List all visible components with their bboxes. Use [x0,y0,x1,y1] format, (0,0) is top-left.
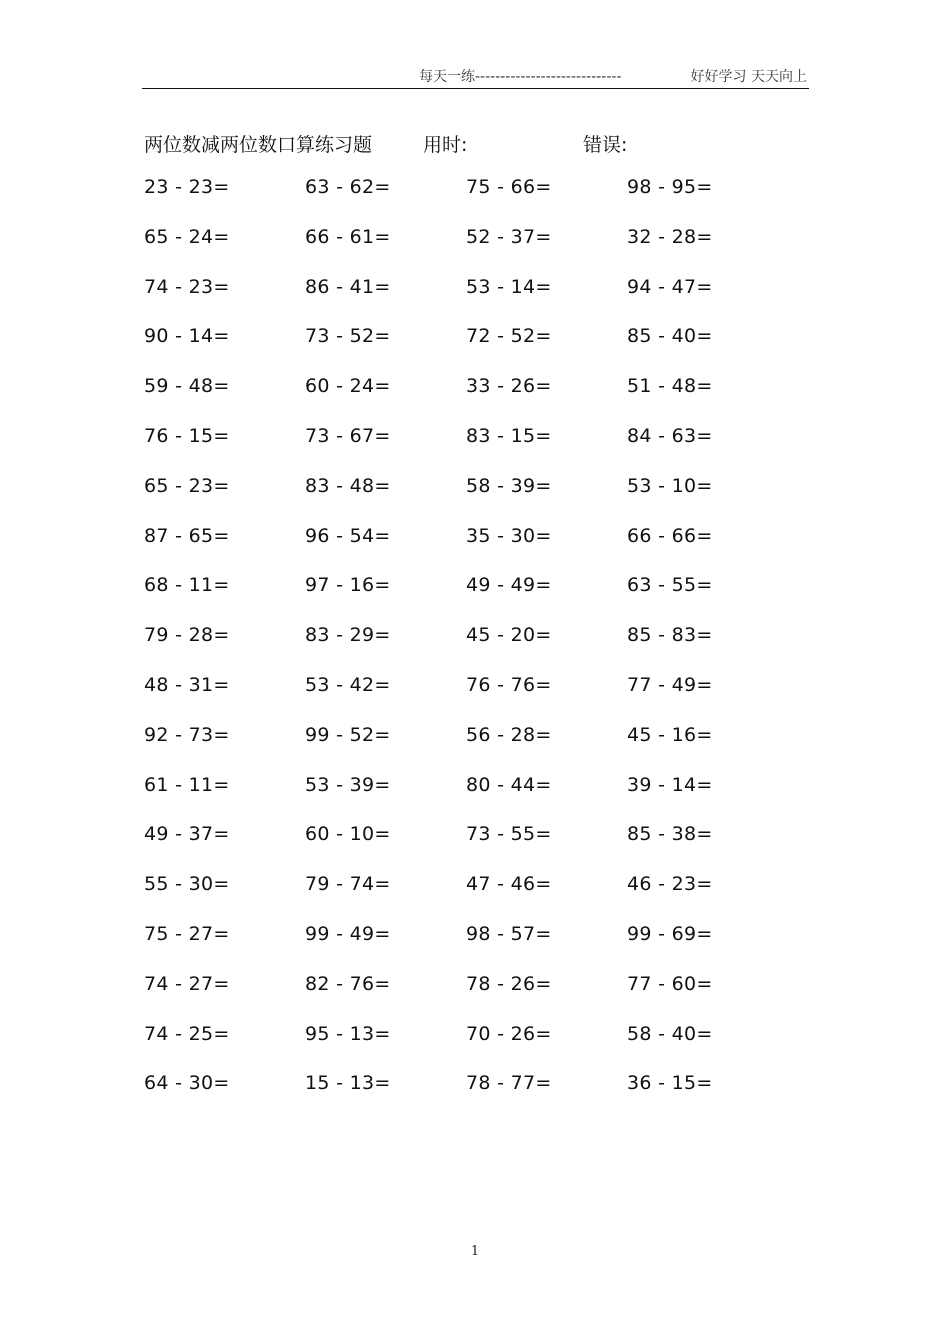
problem-row [144,276,794,326]
subtraction-problem: 60 - 10= [305,823,391,846]
subtraction-problem: 98 - 95= [627,176,713,198]
error-label: 错误: [583,134,628,156]
problem-row [144,973,794,1023]
subtraction-problem: 68 - 11= [144,574,230,597]
subtraction-problem: 56 - 28= [466,723,552,746]
subtraction-problem: 99 - 49= [305,922,391,945]
problem-row [144,774,794,824]
subtraction-problem: 55 - 30= [144,873,230,896]
subtraction-problem: 99 - 69= [627,922,713,945]
time-label: 用时: [423,134,468,156]
problem-row [144,176,794,226]
subtraction-problem: 47 - 46= [466,873,552,896]
subtraction-problem: 53 - 14= [466,275,552,298]
header-divider [142,88,809,89]
subtraction-problem: 85 - 38= [627,823,713,846]
subtraction-problem: 77 - 60= [627,972,713,995]
problem-row [144,475,794,525]
subtraction-problem: 78 - 77= [466,1072,552,1095]
page-header [142,64,809,88]
subtraction-problem: 48 - 31= [144,673,230,696]
subtraction-problem: 49 - 49= [466,574,552,597]
subtraction-problem: 58 - 40= [627,1022,713,1045]
subtraction-problem: 72 - 52= [466,325,552,348]
problem-row [144,375,794,425]
subtraction-problem: 58 - 39= [466,474,552,497]
problem-row [144,226,794,276]
worksheet-title: 两位数减两位数口算练习题 [144,134,373,156]
header-left-text: 每天一练----------------------------- [419,69,622,85]
problem-row [144,674,794,724]
problem-grid [144,176,794,1122]
subtraction-problem: 76 - 76= [466,673,552,696]
subtraction-problem: 53 - 10= [627,474,713,497]
subtraction-problem: 98 - 57= [466,922,552,945]
worksheet-title-row [0,128,950,158]
subtraction-problem: 64 - 30= [144,1072,230,1095]
subtraction-problem: 73 - 67= [305,424,391,447]
subtraction-problem: 53 - 39= [305,773,391,796]
problem-row [144,425,794,475]
subtraction-problem: 84 - 63= [627,424,713,447]
subtraction-problem: 23 - 23= [144,176,230,198]
subtraction-problem: 92 - 73= [144,723,230,746]
subtraction-problem: 73 - 55= [466,823,552,846]
subtraction-problem: 99 - 52= [305,723,391,746]
subtraction-problem: 74 - 23= [144,275,230,298]
subtraction-problem: 74 - 25= [144,1022,230,1045]
subtraction-problem: 36 - 15= [627,1072,713,1095]
subtraction-problem: 74 - 27= [144,972,230,995]
subtraction-problem: 63 - 55= [627,574,713,597]
subtraction-problem: 59 - 48= [144,375,230,398]
subtraction-problem: 33 - 26= [466,375,552,398]
problem-row [144,1023,794,1073]
problem-row [144,823,794,873]
subtraction-problem: 75 - 27= [144,922,230,945]
subtraction-problem: 65 - 23= [144,474,230,497]
subtraction-problem: 83 - 48= [305,474,391,497]
subtraction-problem: 96 - 54= [305,524,391,547]
subtraction-problem: 51 - 48= [627,375,713,398]
subtraction-problem: 73 - 52= [305,325,391,348]
subtraction-problem: 83 - 29= [305,624,391,647]
page-number: 1 [470,1244,480,1259]
subtraction-problem: 87 - 65= [144,524,230,547]
subtraction-problem: 79 - 28= [144,624,230,647]
problem-row [144,873,794,923]
subtraction-problem: 85 - 83= [627,624,713,647]
subtraction-problem: 63 - 62= [305,176,391,198]
subtraction-problem: 82 - 76= [305,972,391,995]
header-right-text: 好好学习 天天向上 [690,69,807,85]
subtraction-problem: 95 - 13= [305,1022,391,1045]
subtraction-problem: 60 - 24= [305,375,391,398]
subtraction-problem: 53 - 42= [305,673,391,696]
subtraction-problem: 76 - 15= [144,424,230,447]
subtraction-problem: 77 - 49= [627,673,713,696]
subtraction-problem: 49 - 37= [144,823,230,846]
subtraction-problem: 35 - 30= [466,524,552,547]
subtraction-problem: 15 - 13= [305,1072,391,1095]
subtraction-problem: 70 - 26= [466,1022,552,1045]
subtraction-problem: 66 - 61= [305,225,391,248]
subtraction-problem: 78 - 26= [466,972,552,995]
subtraction-problem: 39 - 14= [627,773,713,796]
subtraction-problem: 94 - 47= [627,275,713,298]
subtraction-problem: 90 - 14= [144,325,230,348]
subtraction-problem: 66 - 66= [627,524,713,547]
subtraction-problem: 61 - 11= [144,773,230,796]
subtraction-problem: 45 - 20= [466,624,552,647]
subtraction-problem: 86 - 41= [305,275,391,298]
subtraction-problem: 80 - 44= [466,773,552,796]
subtraction-problem: 83 - 15= [466,424,552,447]
problem-row [144,525,794,575]
problem-row [144,923,794,973]
subtraction-problem: 45 - 16= [627,723,713,746]
subtraction-problem: 97 - 16= [305,574,391,597]
problem-row [144,724,794,774]
problem-row [144,574,794,624]
subtraction-problem: 65 - 24= [144,225,230,248]
subtraction-problem: 75 - 66= [466,176,552,198]
problem-row [144,325,794,375]
subtraction-problem: 46 - 23= [627,873,713,896]
subtraction-problem: 52 - 37= [466,225,552,248]
subtraction-problem: 85 - 40= [627,325,713,348]
subtraction-problem: 32 - 28= [627,225,713,248]
subtraction-problem: 79 - 74= [305,873,391,896]
problem-row [144,624,794,674]
problem-row [144,1072,794,1122]
